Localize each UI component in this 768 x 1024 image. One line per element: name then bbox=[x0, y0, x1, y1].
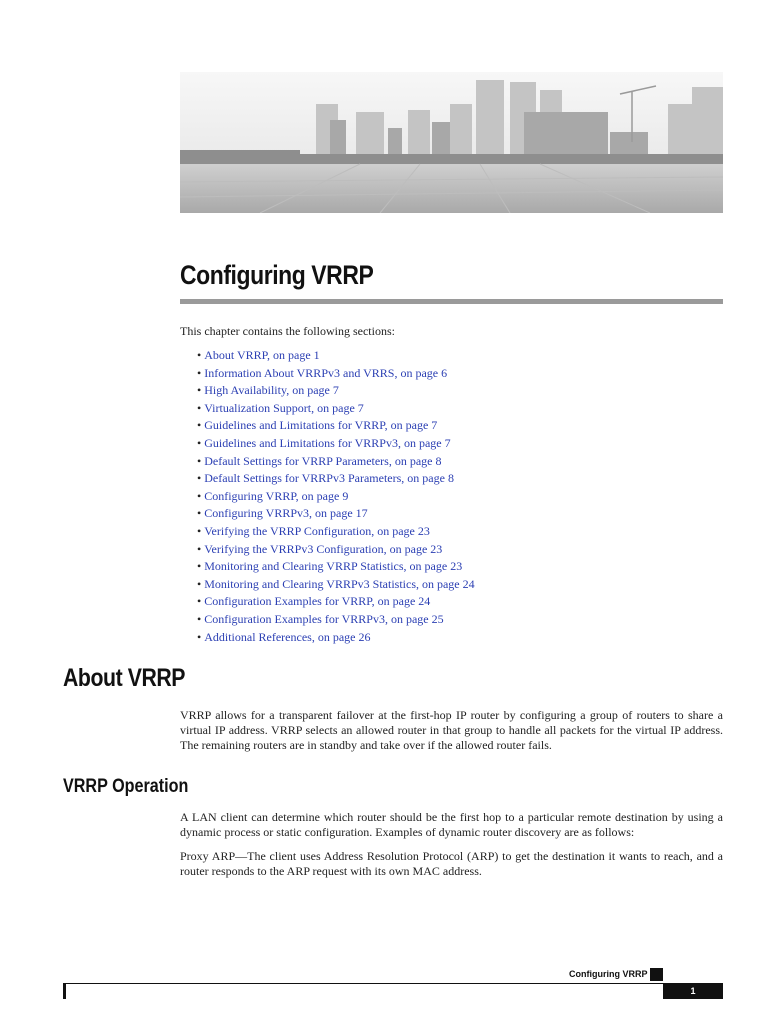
footer-marker bbox=[650, 968, 663, 981]
about-paragraph: VRRP allows for a transparent failover at the first-hop IP router by configuring a group of routers to share a virtual IP address. VRRP selects an allowed router in that group to handle all packets for the virtual IP address. The remaining routers are in standby and take over if the allowed router fails. bbox=[180, 708, 723, 752]
toc-item: • Guidelines and Limitations for VRRP, on page 7 bbox=[197, 418, 438, 433]
title-rule bbox=[180, 299, 723, 304]
footer-tick bbox=[63, 983, 66, 999]
toc-item: • Configuring VRRPv3, on page 17 bbox=[197, 506, 368, 521]
page-number: 1 bbox=[663, 983, 723, 999]
toc-link[interactable]: Guidelines and Limitations for VRRPv3, on page 7 bbox=[204, 435, 451, 450]
header-city-image bbox=[180, 72, 723, 213]
toc-item: • Virtualization Support, on page 7 bbox=[197, 400, 364, 415]
footer-rule bbox=[63, 983, 663, 984]
toc-link[interactable]: Monitoring and Clearing VRRPv3 Statistics, on page 24 bbox=[204, 576, 475, 591]
toc-item: • Information About VRRPv3 and VRRS, on page 6 bbox=[197, 365, 448, 380]
toc-link[interactable]: Verifying the VRRP Configuration, on page 23 bbox=[204, 523, 430, 538]
toc-link[interactable]: About VRRP, on page 1 bbox=[204, 348, 320, 362]
toc-link[interactable]: Monitoring and Clearing VRRP Statistics, on page 23 bbox=[204, 559, 463, 574]
section-heading-operation: VRRP Operation bbox=[63, 776, 189, 797]
footer-chapter-title: Configuring VRRP bbox=[569, 969, 648, 979]
toc-link[interactable]: Additional References, on page 26 bbox=[204, 629, 371, 644]
toc-link[interactable]: Verifying the VRRPv3 Configuration, on page 23 bbox=[204, 541, 443, 556]
toc-item: • Default Settings for VRRP Parameters, on page 8 bbox=[197, 453, 442, 468]
toc-item: • Default Settings for VRRPv3 Parameters, on page 8 bbox=[197, 471, 454, 486]
toc-item: • Verifying the VRRPv3 Configuration, on page 23 bbox=[197, 541, 443, 556]
toc-link[interactable]: Configuring VRRP, on page 9 bbox=[204, 488, 349, 503]
toc-item: • High Availability, on page 7 bbox=[197, 383, 339, 398]
toc-link[interactable]: Default Settings for VRRPv3 Parameters, on page 8 bbox=[204, 471, 454, 486]
operation-paragraph-1: A LAN client can determine which router should be the first hop to a particular remote destination by using a dynamic process or static configuration. Examples of dynamic router discovery are as follows: bbox=[180, 810, 723, 839]
toc-link[interactable]: Information About VRRPv3 and VRRS, on page 6 bbox=[204, 365, 448, 380]
toc-item: • Additional References, on page 26 bbox=[197, 629, 371, 644]
toc-item: • Guidelines and Limitations for VRRPv3, on page 7 bbox=[197, 435, 451, 450]
toc-link[interactable]: Virtualization Support, on page 7 bbox=[204, 400, 364, 415]
operation-paragraph-2: Proxy ARP—The client uses Address Resolution Protocol (ARP) to get the destination it wants to reach, and a router responds to the ARP request with its own MAC address. bbox=[180, 849, 723, 878]
toc-link[interactable]: Configuration Examples for VRRPv3, on page 25 bbox=[204, 611, 444, 626]
chapter-title: Configuring VRRP bbox=[180, 260, 374, 290]
toc-item: • Monitoring and Clearing VRRPv3 Statistics, on page 24 bbox=[197, 576, 475, 591]
toc-item: • Monitoring and Clearing VRRP Statistics, on page 23 bbox=[197, 559, 463, 574]
toc-item: • Verifying the VRRP Configuration, on page 23 bbox=[197, 523, 430, 538]
toc-link[interactable]: Configuration Examples for VRRP, on page 24 bbox=[204, 594, 431, 609]
toc-item: • Configuration Examples for VRRPv3, on page 25 bbox=[197, 611, 444, 626]
toc-item: • Configuring VRRP, on page 9 bbox=[197, 488, 349, 503]
toc-link[interactable]: High Availability, on page 7 bbox=[204, 383, 339, 398]
section-heading-about: About VRRP bbox=[63, 664, 186, 692]
toc-item: • About VRRP, on page 1 bbox=[197, 348, 320, 362]
toc-link[interactable]: Configuring VRRPv3, on page 17 bbox=[204, 506, 368, 521]
toc-item: • Configuration Examples for VRRP, on page 24 bbox=[197, 594, 431, 609]
toc-link[interactable]: Default Settings for VRRP Parameters, on page 8 bbox=[204, 453, 442, 468]
intro-text: This chapter contains the following sections: bbox=[180, 324, 395, 338]
toc-list bbox=[197, 347, 475, 646]
toc-link[interactable]: Guidelines and Limitations for VRRP, on page 7 bbox=[204, 418, 438, 433]
